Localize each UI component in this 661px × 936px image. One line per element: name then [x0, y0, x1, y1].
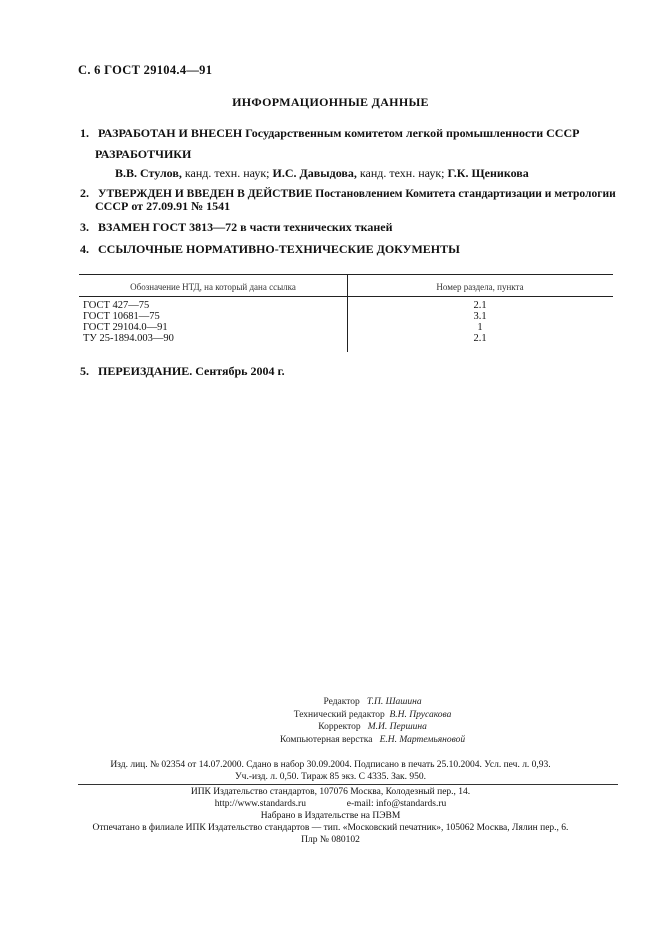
- credit-layout-label: Компьютерная верстка: [280, 734, 373, 745]
- item-2-text-line1: УТВЕРЖДЕН И ВВЕДЕН В ДЕЙСТВИЕ Постановлением Комитета стандартизации и метрологии: [98, 188, 616, 200]
- developers-list: [115, 166, 529, 180]
- item-4-number: 4.: [80, 242, 89, 256]
- table-row-doc: ТУ 25-1894.003—90: [83, 333, 174, 344]
- item-3: [80, 220, 393, 234]
- item-5: [80, 364, 285, 378]
- credit-corrector-label: Корректор: [318, 722, 361, 732]
- item-1-number: 1.: [80, 126, 89, 140]
- credit-tech-editor: [280, 709, 465, 722]
- item-1: [80, 126, 579, 140]
- item-2-cont: [95, 199, 230, 213]
- developers-heading: [95, 147, 191, 161]
- developers-title: РАЗРАБОТЧИКИ: [95, 147, 192, 161]
- publication-line-2: Уч.-изд. л. 0,50. Тираж 85 экз. С 4335. Зак. 950.: [234, 772, 427, 782]
- developer-1-name: В.В. Стулов,: [115, 166, 182, 180]
- item-3-number: 3.: [80, 220, 89, 234]
- table-row-ref: 2.1: [473, 300, 487, 311]
- table-row-ref: 1: [477, 322, 483, 333]
- footer-rule: [78, 784, 618, 785]
- item-4: [80, 242, 460, 256]
- table-row-doc: ГОСТ 10681—75: [83, 311, 160, 322]
- item-1-text: РАЗРАБОТАН И ВНЕСЕН Государственным комитетом легкой промышленности СССР: [98, 126, 580, 140]
- table-header-rule: [79, 296, 613, 297]
- page-title: ИНФОРМАЦИОННЫЕ ДАННЫЕ: [232, 95, 429, 109]
- credit-layout-name: Е.Н. Мартемьяновой: [379, 734, 466, 745]
- credit-layout: [280, 734, 465, 747]
- table-header-ref: Номер раздела, пункта: [436, 282, 524, 292]
- table-doc-column: [83, 300, 174, 344]
- footer-email: e-mail: info@standards.ru: [346, 799, 447, 809]
- footer-line-2: [0, 798, 661, 810]
- footer-line-5: Плр № 080102: [301, 835, 360, 845]
- developer-1-degree: канд. техн. наук;: [184, 166, 270, 180]
- credit-corrector-name: М.И. Першина: [367, 722, 427, 732]
- item-5-number: 5.: [80, 364, 89, 378]
- footer-line-4: Отпечатано в филиале ИПК Издательство стандартов — тип. «Московский печатник», 105062 Москва, Лялин пер., 6.: [92, 823, 569, 833]
- publisher-footer: [0, 786, 661, 846]
- credit-tech-editor-label: Технический редактор: [293, 709, 385, 720]
- publication-line-1: Изд. лиц. № 02354 от 14.07.2000. Сдано в набор 30.09.2004. Подписано в печать 25.10.2004. Усл. печ. л. 0,93.: [110, 760, 551, 770]
- item-5-text: ПЕРЕИЗДАНИЕ. Сентябрь 2004 г.: [98, 364, 285, 378]
- table-row-doc: ГОСТ 29104.0—91: [83, 322, 168, 333]
- table-header-doc: Обозначение НТД, на который дана ссылка: [130, 282, 296, 292]
- credit-corrector: [280, 721, 465, 734]
- item-2-text-line2: СССР от 27.09.91 № 1541: [95, 199, 231, 213]
- page-header: С. 6 ГОСТ 29104.4—91: [78, 63, 213, 77]
- credit-tech-editor-name: В.Н. Прусакова: [389, 709, 452, 720]
- footer-url: http://www.standards.ru: [214, 799, 306, 809]
- table-top-rule: [79, 274, 613, 275]
- developer-2-degree: канд. техн. наук;: [359, 166, 445, 180]
- credit-editor: [280, 696, 465, 709]
- credit-editor-name: Т.П. Шашина: [366, 697, 422, 707]
- publication-info: [0, 759, 661, 783]
- developer-3-name: Г.К. Щеникова: [447, 166, 529, 180]
- footer-line-3: Набрано в Издательстве на ПЭВМ: [260, 811, 401, 821]
- table-row-ref: 3.1: [473, 311, 487, 322]
- item-2-number: 2.: [80, 186, 89, 200]
- table-row-doc: ГОСТ 427—75: [83, 300, 150, 311]
- credit-editor-label: Редактор: [323, 697, 360, 707]
- item-3-text: ВЗАМЕН ГОСТ 3813—72 в части технических тканей: [98, 220, 393, 234]
- table-row-ref: 2.1: [473, 333, 487, 344]
- credits-block: [280, 696, 465, 746]
- developer-2-name: И.С. Давыдова,: [272, 166, 357, 180]
- table-ref-column: [347, 300, 613, 344]
- item-4-text: ССЫЛОЧНЫЕ НОРМАТИВНО-ТЕХНИЧЕСКИЕ ДОКУМЕНТЫ: [98, 242, 460, 256]
- footer-line-1: ИПК Издательство стандартов, 107076 Москва, Колодезный пер., 14.: [190, 787, 471, 797]
